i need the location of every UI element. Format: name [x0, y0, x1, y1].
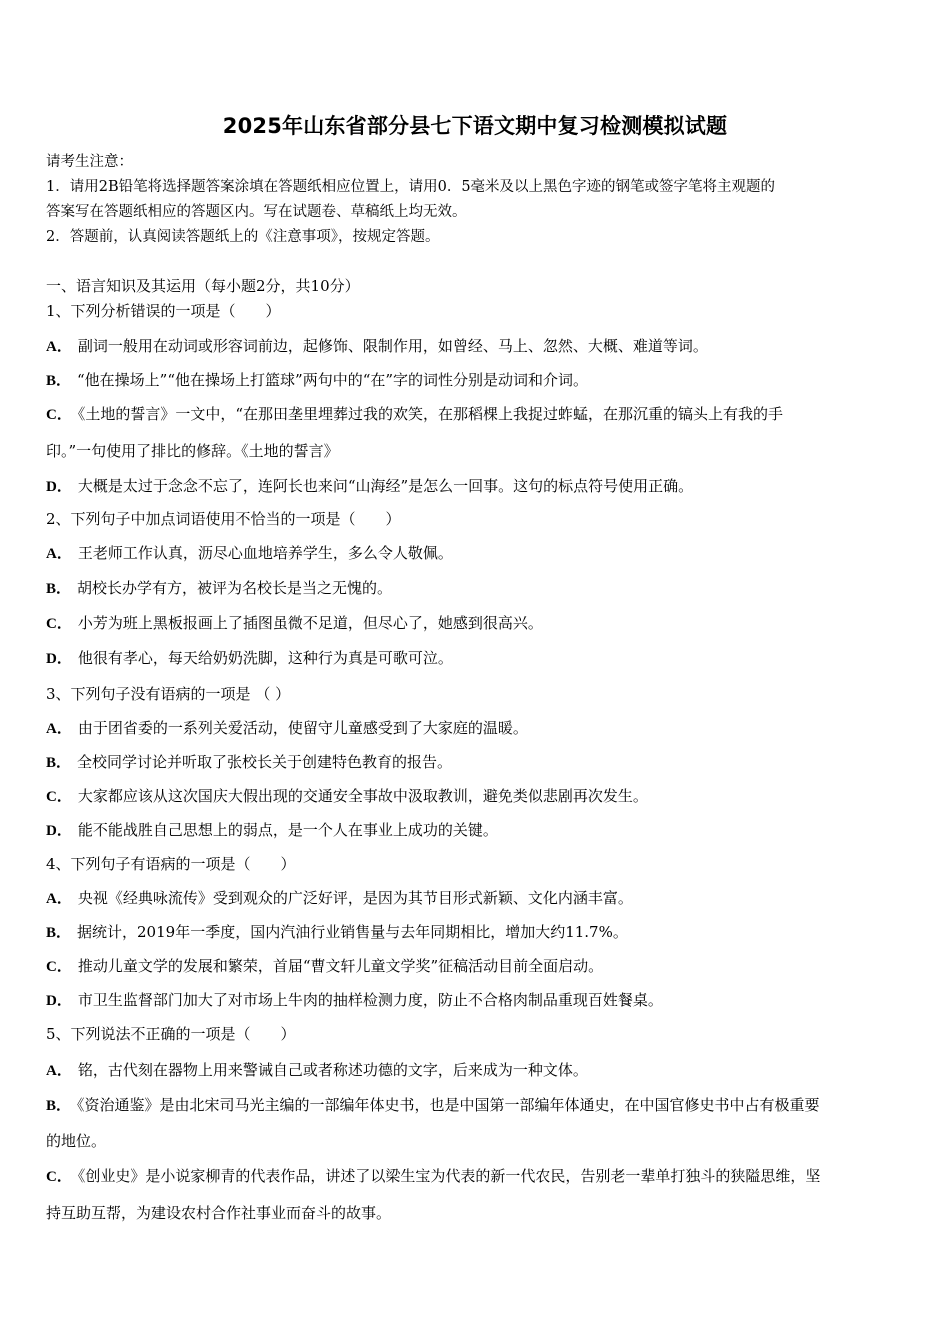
option-letter: C．	[46, 959, 72, 975]
question-3-option-c	[46, 786, 910, 807]
question-5-option-b-continued: 的地位。	[46, 1132, 107, 1150]
option-letter: B．	[46, 1098, 72, 1114]
question-2-option-d	[46, 648, 910, 669]
option-text: 推动儿童文学的发展和繁荣，首届“曹文轩儿童文学奖”征稿活动目前全面启动。	[77, 957, 604, 975]
question-4-option-b	[46, 922, 910, 943]
question-5-option-c	[46, 1166, 910, 1187]
question-stem-1: 1、下列分析错误的一项是（ ）	[46, 302, 281, 320]
option-letter: C．	[46, 1169, 72, 1185]
option-letter: C．	[46, 789, 72, 805]
question-3-option-a	[46, 718, 910, 739]
option-letter: D．	[46, 823, 72, 839]
option-letter: C．	[46, 407, 72, 423]
option-text: 能不能战胜自己思想上的弱点，是一个人在事业上成功的关键。	[77, 821, 498, 839]
option-letter: C．	[46, 616, 72, 632]
option-letter: A．	[46, 721, 72, 737]
option-letter: B．	[46, 373, 72, 389]
option-text: 铭，古代刻在器物上用来警诫自己或者称述功德的文字，后来成为一种文体。	[77, 1061, 588, 1079]
option-letter: A．	[46, 891, 72, 907]
question-1-option-b	[46, 370, 910, 391]
option-letter: D．	[46, 993, 72, 1009]
option-text: 小芳为班上黑板报画上了插图虽微不足道，但尽心了，她感到很高兴。	[77, 614, 543, 632]
question-4-option-a	[46, 888, 910, 909]
option-letter: D．	[46, 651, 72, 667]
question-1-option-c	[46, 404, 910, 425]
notice-line-1: 1．请用2B铅笔将选择题答案涂填在答题纸相应位置上，请用0．5毫米及以上黑色字迹的钢笔或签字笔将主观题的	[46, 179, 776, 195]
option-text: 他很有孝心，每天给奶奶洗脚，这种行为真是可歌可泣。	[77, 649, 453, 667]
notice-line-2: 答案写在答题纸相应的答题区内。写在试题卷、草稿纸上均无效。	[46, 204, 467, 220]
section-heading: 一、语言知识及其运用（每小题2分，共10分）	[46, 277, 360, 295]
option-letter: A．	[46, 546, 72, 562]
question-stem-4: 4、下列句子有语病的一项是（ ）	[46, 855, 296, 873]
option-text: 《资治通鉴》是由北宋司马光主编的一部编年体史书，也是中国第一部编年体通史，在中国官修史书中占有极重要	[77, 1096, 820, 1114]
option-letter: B．	[46, 581, 72, 597]
question-3-option-b	[46, 752, 910, 773]
question-1-option-a	[46, 336, 910, 357]
option-text: 《创业史》是小说家柳青的代表作品，讲述了以梁生宝为代表的新一代农民，告别老一辈单打独斗的狭隘思维，坚	[77, 1167, 821, 1185]
question-2-option-b	[46, 578, 910, 599]
notice-heading: 请考生注意：	[46, 154, 133, 170]
option-letter: D．	[46, 479, 72, 495]
option-text: 由于团省委的一系列关爱活动，使留守儿童感受到了大家庭的温暖。	[77, 719, 528, 737]
question-stem-3: 3、下列句子没有语病的一项是 （ ）	[46, 685, 291, 703]
option-text: 胡校长办学有方，被评为名校长是当之无愧的。	[77, 579, 393, 597]
question-1-option-d	[46, 476, 910, 497]
option-text: 据统计，2019年一季度，国内汽油行业销售量与去年同期相比，增加大约11.7%。	[77, 923, 628, 941]
question-stem-2: 2、下列句子中加点词语使用不恰当的一项是（ ）	[46, 510, 401, 528]
option-text: “他在操场上”“他在操场上打篮球”两句中的“在”字的词性分别是动词和介词。	[77, 371, 589, 389]
question-4-option-d	[46, 990, 910, 1011]
question-3-option-d	[46, 820, 910, 841]
option-letter: B．	[46, 925, 72, 941]
option-text: 市卫生监督部门加大了对市场上牛肉的抽样检测力度，防止不合格肉制品重现百姓餐桌。	[77, 991, 663, 1009]
question-5-option-a	[46, 1060, 910, 1081]
question-1-option-c-continued: 印。”一句使用了排比的修辞。《土地的誓言》	[46, 442, 339, 460]
option-text: 大概是太过于念念不忘了，连阿长也来问“山海经”是怎么一回事。这句的标点符号使用正确。	[77, 477, 694, 495]
notice-line-3: 2．答题前，认真阅读答题纸上的《注意事项》，按规定答题。	[46, 229, 440, 245]
option-text: 全校同学讨论并听取了张校长关于创建特色教育的报告。	[77, 753, 453, 771]
option-text: 央视《经典咏流传》受到观众的广泛好评，是因为其节目形式新颖、文化内涵丰富。	[77, 889, 633, 907]
option-text: 大家都应该从这次国庆大假出现的交通安全事故中汲取教训，避免类似悲剧再次发生。	[77, 787, 648, 805]
option-text: 《土地的誓言》一文中，“在那田垄里埋葬过我的欢笑，在那稻棵上我捉过蚱蜢，在那沉重的镐头上有我的手	[77, 405, 784, 423]
question-2-option-c	[46, 613, 910, 634]
question-stem-5: 5、下列说法不正确的一项是（ ）	[46, 1025, 296, 1043]
option-text: 王老师工作认真，沥尽心血地培养学生，多么令人敬佩。	[77, 544, 453, 562]
question-5-option-c-continued: 持互助互帮，为建设农村合作社事业而奋斗的故事。	[46, 1204, 392, 1222]
option-letter: A．	[46, 339, 72, 355]
page-title: 2025年山东省部分县七下语文期中复习检测模拟试题	[222, 114, 728, 138]
option-letter: A．	[46, 1063, 72, 1079]
option-text: 副词一般用在动词或形容词前边，起修饰、限制作用，如曾经、马上、忽然、大概、难道等词。	[77, 337, 708, 355]
question-4-option-c	[46, 956, 910, 977]
option-letter: B．	[46, 755, 72, 771]
question-5-option-b	[46, 1095, 910, 1116]
question-2-option-a	[46, 543, 910, 564]
